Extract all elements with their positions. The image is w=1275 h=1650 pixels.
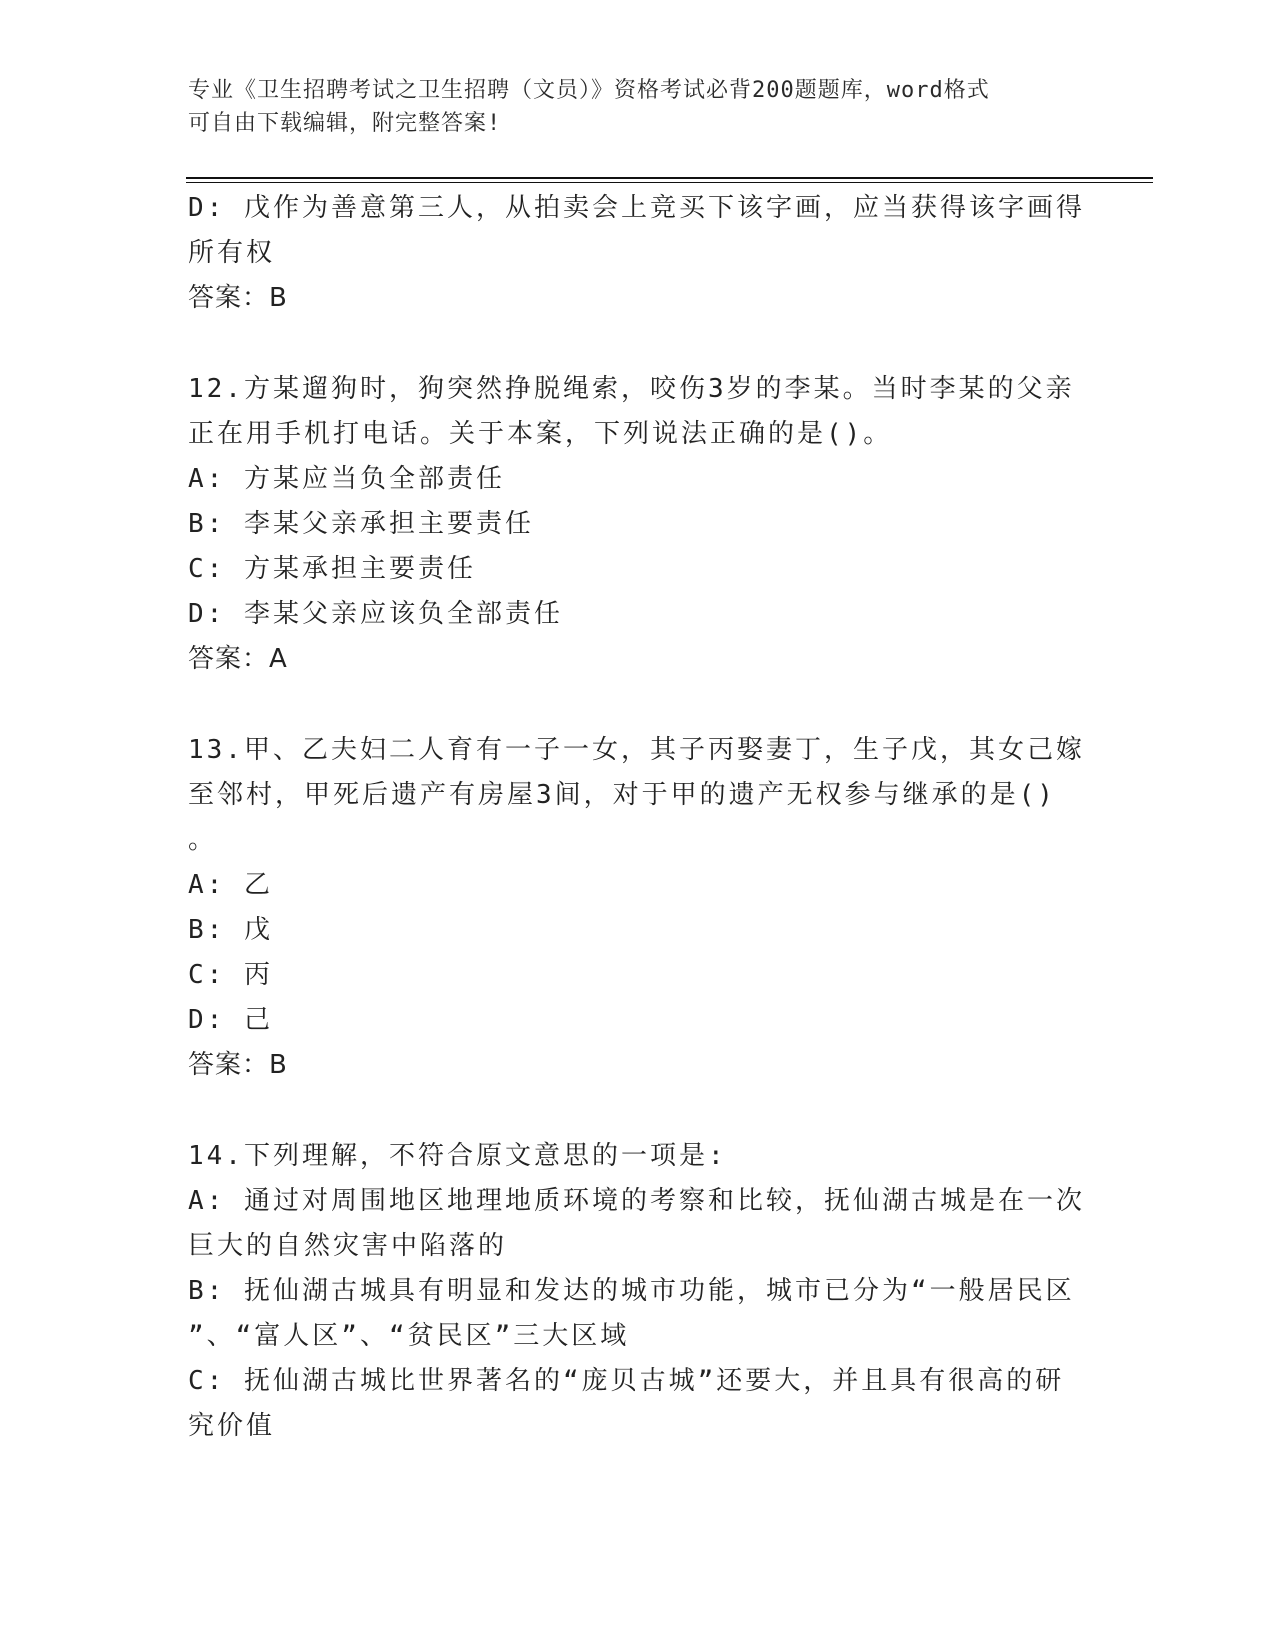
header-divider-thick <box>186 177 1153 179</box>
spacer <box>188 682 1068 728</box>
q14-stem-line-1: 14.下列理解，不符合原文意思的一项是: <box>188 1141 727 1171</box>
q13-stem-line-2: 至邻村，甲死后遗产有房屋3间，对于甲的遗产无权参与继承的是() <box>188 780 1056 810</box>
q13-option-b: B: 戊 <box>188 915 273 945</box>
header-title-line-1: 专业《卫生招聘考试之卫生招聘（文员）》资格考试必背200题题库，word格式 <box>188 78 990 103</box>
q13-stem-line-1: 13.甲、乙夫妇二人育有一子一女，其子丙娶妻丁，生子戊，其女己嫁 <box>188 735 1085 765</box>
q12-option-a: A: 方某应当负全部责任 <box>188 464 505 494</box>
q12-stem-line-1: 12.方某遛狗时，狗突然挣脱绳索，咬伤3岁的李某。当时李某的父亲 <box>188 374 1075 404</box>
q12-stem-line-2: 正在用手机打电话。关于本案，下列说法正确的是()。 <box>188 419 893 449</box>
q14-option-a-line-2: 巨大的自然灾害中陷落的 <box>188 1231 508 1261</box>
header-divider-thin <box>186 182 1153 183</box>
q13-answer: 答案：B <box>188 1050 288 1080</box>
q11-option-d-line-1: D: 戊作为善意第三人，从拍卖会上竞买下该字画，应当获得该字画得 <box>188 193 1085 223</box>
q11-answer: 答案：B <box>188 283 288 313</box>
q11-option-d-line-2: 所有权 <box>188 238 276 268</box>
q14-option-c-line-2: 究价值 <box>188 1411 276 1441</box>
q13-option-c: C: 丙 <box>188 960 273 990</box>
page-header <box>188 74 1068 140</box>
question-11-fragment <box>188 186 1085 321</box>
question-12 <box>188 367 1075 682</box>
q13-option-d: D: 己 <box>188 1005 273 1035</box>
spacer <box>188 321 1068 367</box>
question-14 <box>188 1134 1085 1449</box>
spacer <box>188 1088 1068 1134</box>
q13-stem-line-3: 。 <box>188 825 218 855</box>
q12-option-b: B: 李某父亲承担主要责任 <box>188 509 534 539</box>
q12-option-c: C: 方某承担主要责任 <box>188 554 476 584</box>
q12-option-d: D: 李某父亲应该负全部责任 <box>188 599 563 629</box>
q12-answer: 答案：A <box>188 644 288 674</box>
header-title-line-2: 可自由下载编辑，附完整答案! <box>188 111 502 136</box>
q13-option-a: A: 乙 <box>188 870 273 900</box>
q14-option-c-line-1: C: 抚仙湖古城比世界著名的“庞贝古城”还要大，并且具有很高的研 <box>188 1366 1065 1396</box>
q14-option-b-line-2: ”、“富人区”、“贫民区”三大区域 <box>188 1321 630 1351</box>
question-list <box>188 186 1085 1449</box>
q14-option-a-line-1: A: 通过对周围地区地理地质环境的考察和比较，抚仙湖古城是在一次 <box>188 1186 1085 1216</box>
q14-option-b-line-1: B: 抚仙湖古城具有明显和发达的城市功能，城市已分为“一般居民区 <box>188 1276 1075 1306</box>
question-13 <box>188 728 1085 1088</box>
